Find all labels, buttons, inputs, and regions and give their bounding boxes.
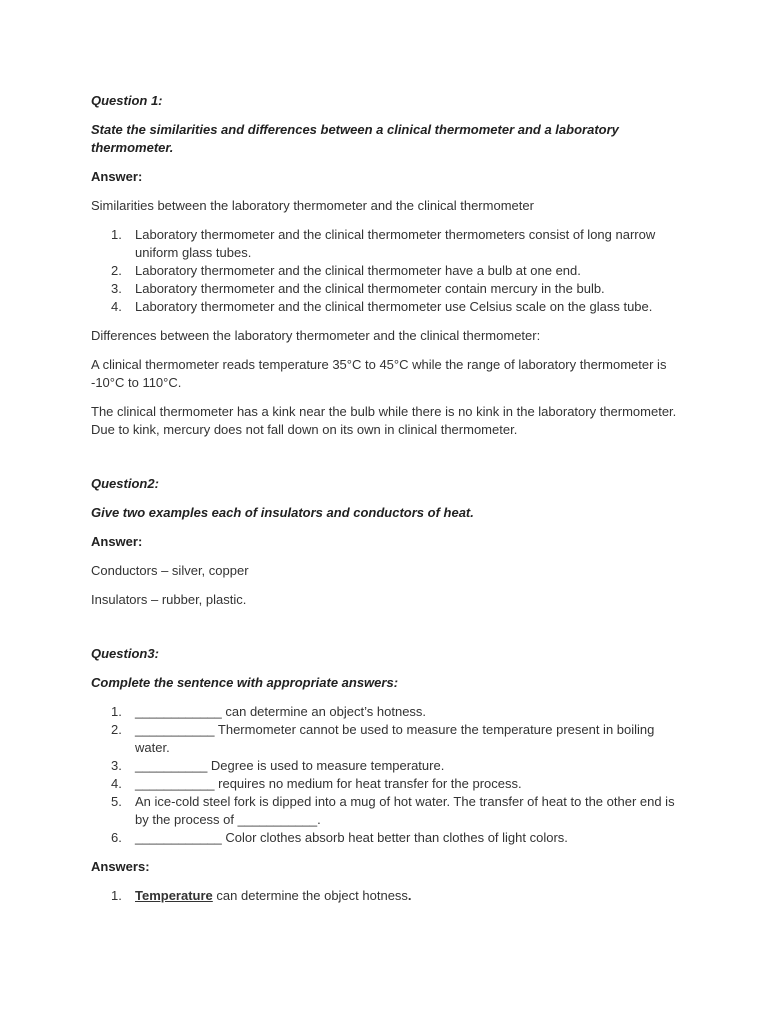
list-item [91,262,681,280]
answer-end: . [407,888,412,903]
list-number: 2. [111,722,122,737]
question-1-text: State the similarities and differences between a clinical thermometer and a laboratory thermometer. [91,122,619,155]
list-number: 4. [111,776,122,791]
list-item [91,226,681,262]
list-number: 3. [111,758,122,773]
difference-range: A clinical thermometer reads temperature 35°C to 45°C while the range of laboratory thermometer is -10°C to 110°C. [91,357,667,390]
list-number: 1. [111,888,122,903]
list-number: 3. [111,281,122,296]
question-3-text: Complete the sentence with appropriate answers: [91,675,399,690]
insulators-answer: Insulators – rubber, plastic. [91,592,247,607]
list-item [91,298,681,316]
list-item [91,757,681,775]
list-text: Laboratory thermometer and the clinical thermometer have a bulb at one end. [135,263,581,278]
answer-rest: can determine the object hotness [212,888,408,903]
question-2-title: Question2: [91,476,159,491]
question-1-title: Question 1: [91,93,163,108]
list-item [91,703,681,721]
list-text: __________ Degree is used to measure temperature. [135,758,445,773]
list-item [91,793,681,829]
list-text: An ice-cold steel fork is dipped into a mug of hot water. The transfer of heat to the other end is by the process of ___________. [135,794,675,827]
similarities-intro: Similarities between the laboratory thermometer and the clinical thermometer [91,198,534,213]
document-content [91,92,681,905]
list-item [91,280,681,298]
list-number: 4. [111,299,122,314]
question-3-title: Question3: [91,646,159,661]
question-2-text: Give two examples each of insulators and conductors of heat. [91,505,474,520]
list-number: 1. [111,227,122,242]
differences-intro: Differences between the laboratory thermometer and the clinical thermometer: [91,328,541,343]
conductors-answer: Conductors – silver, copper [91,563,249,578]
list-number: 1. [111,704,122,719]
list-item [91,775,681,793]
list-text: ____________ Color clothes absorb heat better than clothes of light colors. [135,830,568,845]
question-1-answer-label: Answer: [91,169,143,184]
question-2-answer-label: Answer: [91,534,143,549]
list-text: ___________ Thermometer cannot be used to measure the temperature present in boiling water. [135,722,655,755]
list-text: ___________ requires no medium for heat transfer for the process. [135,776,522,791]
list-number: 6. [111,830,122,845]
list-text: Laboratory thermometer and the clinical thermometer contain mercury in the bulb. [135,281,605,296]
list-text: Laboratory thermometer and the clinical thermometer use Celsius scale on the glass tube. [135,299,653,314]
difference-kink: The clinical thermometer has a kink near the bulb while there is no kink in the laboratory thermometer. Due to kink, mercury does not fall down on its own in clinical thermometer. [91,404,677,437]
list-item [91,829,681,847]
list-text: Laboratory thermometer and the clinical thermometer thermometers consist of long narrow uniform glass tubes. [135,227,656,260]
list-text: ____________ can determine an object’s hotness. [135,704,427,719]
fill-in-list [91,703,681,847]
similarities-list [91,226,681,316]
answer-term: Temperature [135,888,213,903]
question-3-answers-label: Answers: [91,859,150,874]
list-number: 2. [111,263,122,278]
answers-list [91,887,681,905]
list-item [91,721,681,757]
list-number: 5. [111,794,122,809]
list-item [91,887,681,905]
